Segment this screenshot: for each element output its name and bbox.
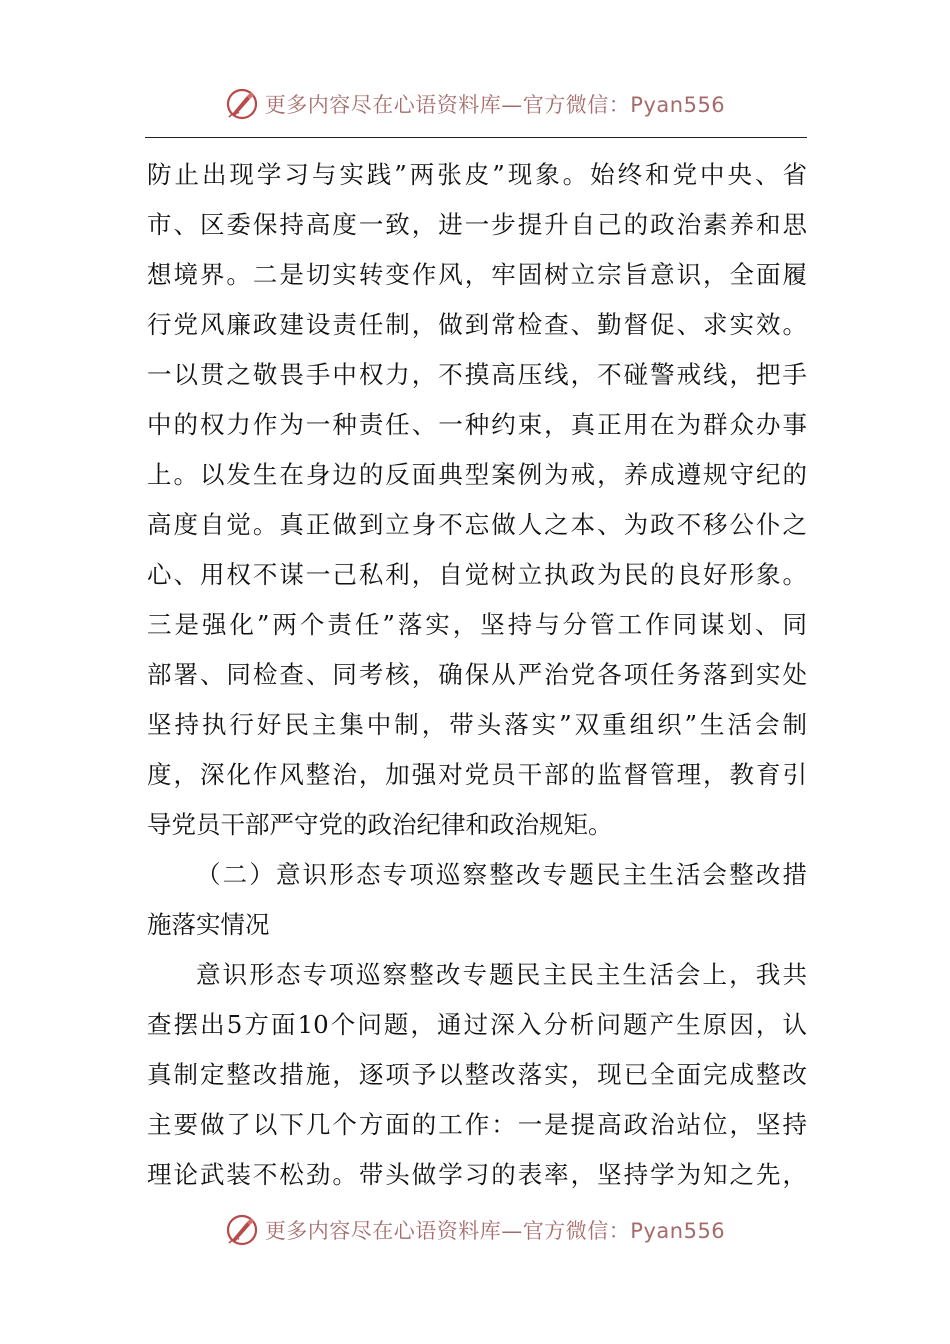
section-heading: 施落实情况	[147, 910, 270, 939]
body-line: 理论武装不松劲。带头做学习的表率，坚持学为知之先，	[147, 1160, 807, 1189]
body-line: 主要做了以下几个方面的工作：一是提高政治站位，坚持	[147, 1110, 807, 1139]
body-line: 三是强化”两个责任”落实，坚持与分管工作同谋划、同	[147, 610, 807, 639]
body-line: 查摆出5方面10个问题，通过深入分析问题产生原因，认	[147, 1010, 807, 1039]
body-line: 真制定整改措施，逐项予以整改落实，现已全面完成整改	[147, 1060, 807, 1089]
body-line: 上。以发生在身边的反面典型案例为戒，养成遵规守纪的	[147, 460, 807, 489]
document-body	[147, 150, 807, 1200]
body-line: 意识形态专项巡察整改专题民主民主生活会上，我共	[196, 960, 807, 989]
body-line: 市、区委保持高度一致，进一步提升自己的政治素养和思	[147, 210, 807, 239]
footer-banner	[0, 1210, 950, 1250]
body-line: 导党员干部严守党的政治纪律和政治规矩。	[147, 810, 613, 839]
section-heading: （二）意识形态专项巡察整改专题民主生活会整改措	[196, 860, 807, 889]
pen-circle-logo-icon	[225, 87, 259, 121]
footer-banner-text: 更多内容尽在心语资料库—官方微信：Pyan556	[264, 1219, 726, 1243]
body-line: 防止出现学习与实践”两张皮”现象。始终和党中央、省	[147, 160, 807, 189]
body-line: 一以贯之敬畏手中权力，不摸高压线，不碰警戒线，把手	[147, 360, 807, 389]
body-line: 坚持执行好民主集中制，带头落实”双重组织”生活会制	[147, 710, 807, 739]
body-line: 心、用权不谋一己私利，自觉树立执政为民的良好形象。	[147, 560, 807, 589]
header-banner	[0, 84, 950, 124]
pen-circle-logo-icon	[225, 1213, 259, 1247]
body-line: 行党风廉政建设责任制，做到常检查、勤督促、求实效。	[147, 310, 807, 339]
body-line: 中的权力作为一种责任、一种约束，真正用在为群众办事	[147, 410, 807, 439]
header-divider	[145, 137, 807, 138]
header-banner-text: 更多内容尽在心语资料库—官方微信：Pyan556	[264, 93, 726, 117]
body-line: 部署、同检查、同考核，确保从严治党各项任务落到实处	[147, 660, 807, 689]
body-line: 想境界。二是切实转变作风，牢固树立宗旨意识，全面履	[147, 260, 807, 289]
body-line: 高度自觉。真正做到立身不忘做人之本、为政不移公仆之	[147, 510, 807, 539]
body-line: 度，深化作风整治，加强对党员干部的监督管理，教育引	[147, 760, 807, 789]
